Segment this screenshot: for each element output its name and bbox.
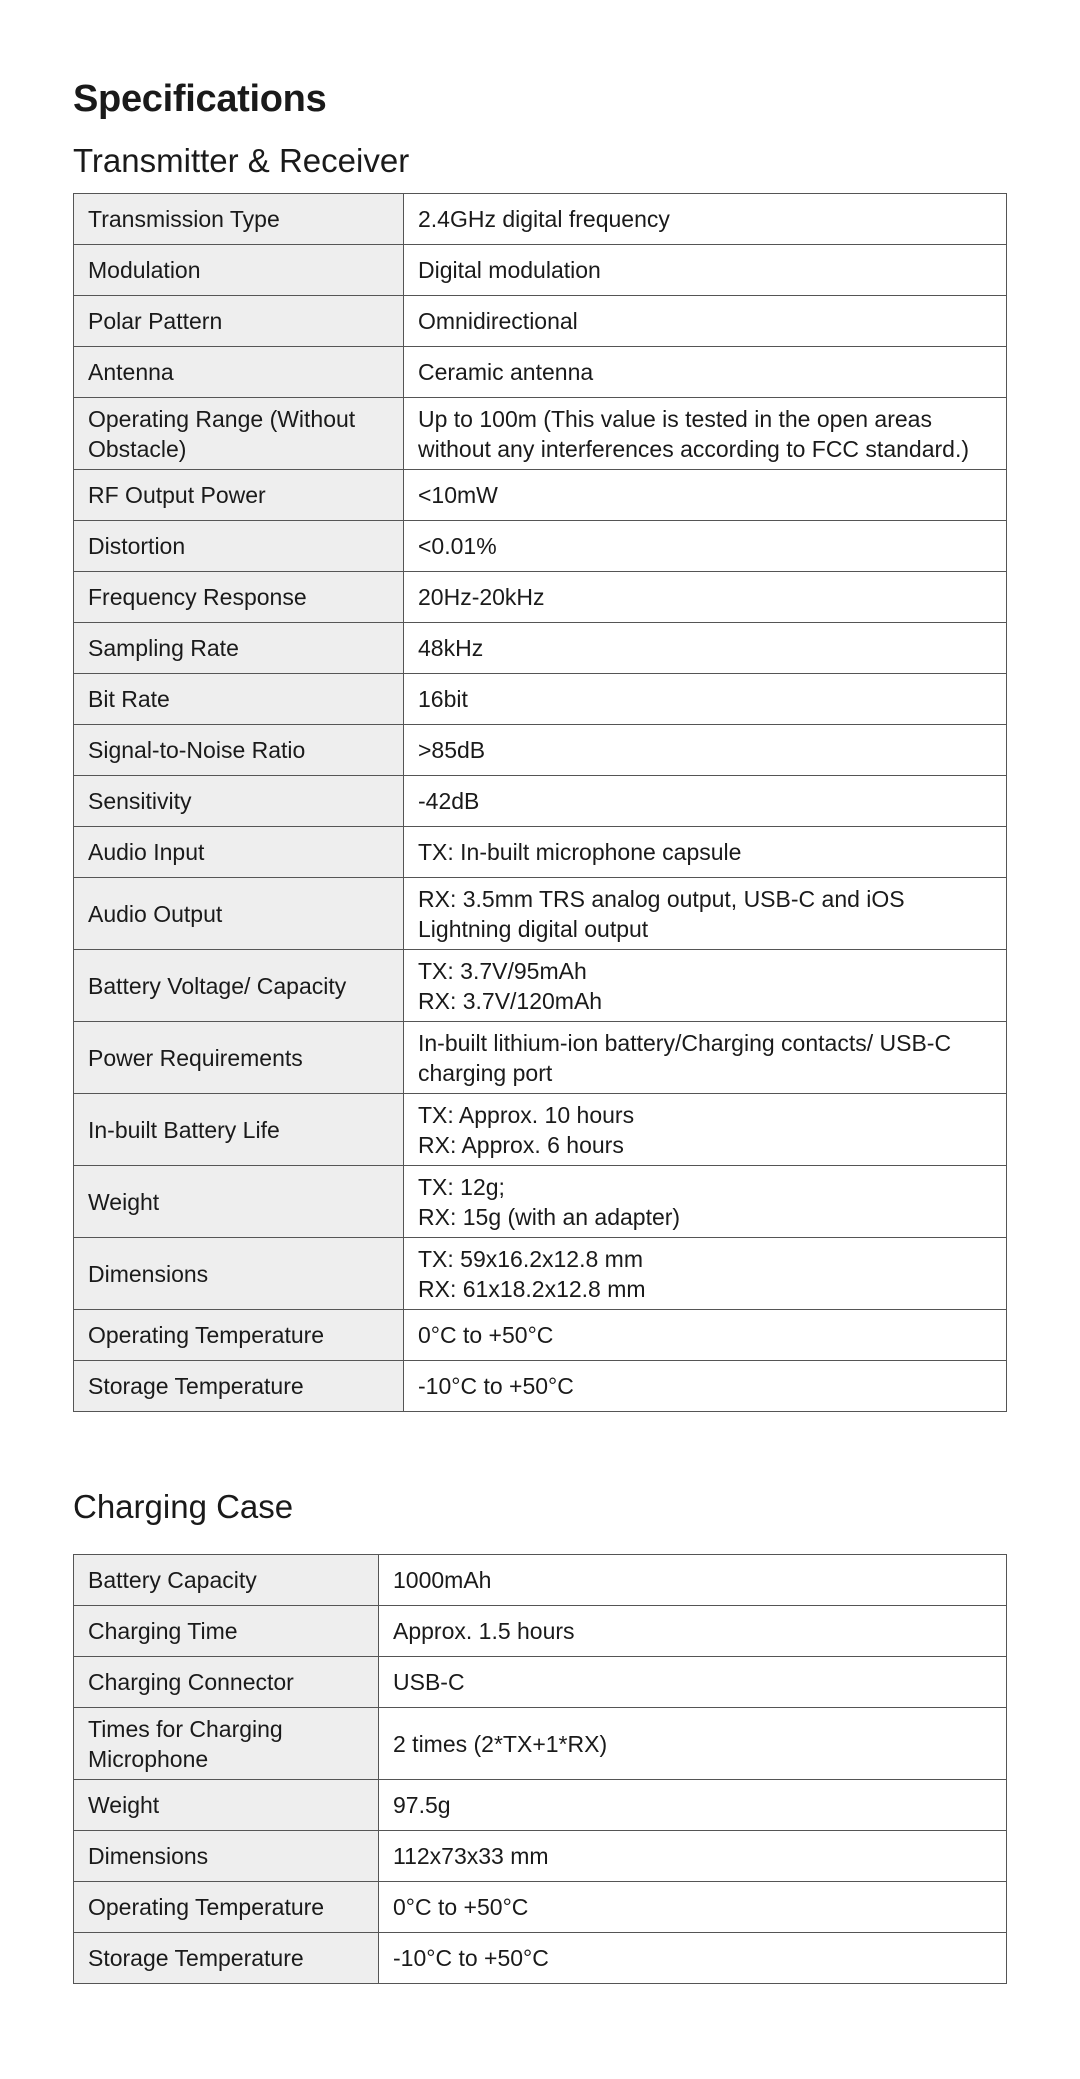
spec-row: [74, 1708, 1007, 1780]
spec-value: [404, 776, 1007, 827]
spec-value: [404, 521, 1007, 572]
spec-label: Times for Charging Microphone: [74, 1708, 379, 1780]
spec-row: [74, 1606, 1007, 1657]
spec-row: [74, 1933, 1007, 1984]
spec-value-line: TX: In-built microphone capsule: [418, 839, 742, 865]
spec-label: Frequency Response: [74, 572, 404, 623]
spec-label: Bit Rate: [74, 674, 404, 725]
spec-value-line: 97.5g: [393, 1792, 451, 1818]
spec-row: [74, 674, 1007, 725]
spec-row: [74, 1238, 1007, 1310]
spec-value-line: 0°C to +50°C: [418, 1322, 554, 1348]
spec-value: [404, 1361, 1007, 1412]
spec-label: Dimensions: [74, 1238, 404, 1310]
spec-row: [74, 1831, 1007, 1882]
spec-label: Sampling Rate: [74, 623, 404, 674]
spec-label: Modulation: [74, 245, 404, 296]
spec-value-line: Ceramic antenna: [418, 359, 594, 385]
spec-value-line: -10°C to +50°C: [393, 1945, 549, 1971]
spec-row: [74, 1555, 1007, 1606]
spec-value-line: -42dB: [418, 788, 480, 814]
transmitter-receiver-spec-table: [73, 193, 1007, 1412]
spec-value-line: RX: 15g (with an adapter): [418, 1203, 681, 1230]
spec-value: [404, 347, 1007, 398]
spec-value: [379, 1606, 1007, 1657]
spec-label: Antenna: [74, 347, 404, 398]
spec-value: [404, 827, 1007, 878]
spec-value-line: TX: Approx. 10 hours: [418, 1101, 635, 1128]
spec-value-line: RX: 61x18.2x12.8 mm: [418, 1275, 646, 1302]
section-title-charging-case: Charging Case: [73, 1488, 294, 1525]
spec-value-line: TX: 3.7V/95mAh: [418, 957, 587, 984]
spec-value: [404, 572, 1007, 623]
spec-value-line: Digital modulation: [418, 257, 601, 283]
spec-label: Operating Temperature: [74, 1310, 404, 1361]
spec-row: [74, 776, 1007, 827]
spec-label: Polar Pattern: [74, 296, 404, 347]
spec-value-line: Omnidirectional: [418, 308, 578, 334]
spec-label: Operating Range (Without Obstacle): [74, 398, 404, 470]
spec-row: [74, 194, 1007, 245]
spec-value: [404, 194, 1007, 245]
spec-row: [74, 470, 1007, 521]
spec-label: Storage Temperature: [74, 1933, 379, 1984]
spec-value-line: -10°C to +50°C: [418, 1373, 574, 1399]
spec-value-line: 16bit: [418, 686, 468, 712]
spec-label: Transmission Type: [74, 194, 404, 245]
spec-value: [404, 878, 1007, 950]
spec-row: [74, 878, 1007, 950]
spec-label: Weight: [74, 1166, 404, 1238]
spec-row: [74, 827, 1007, 878]
spec-value: [379, 1657, 1007, 1708]
spec-value-line: <10mW: [418, 482, 498, 508]
spec-value: [379, 1555, 1007, 1606]
spec-label: Distortion: [74, 521, 404, 572]
spec-value: [379, 1933, 1007, 1984]
spec-value-line: Up to 100m (This value is tested in the open areas without any interferences according to FCC standard.): [418, 405, 969, 462]
spec-value-line: TX: 12g;: [418, 1173, 505, 1200]
spec-value: [404, 1094, 1007, 1166]
spec-label: Charging Time: [74, 1606, 379, 1657]
spec-row: [74, 521, 1007, 572]
spec-row: [74, 1361, 1007, 1412]
spec-row: [74, 296, 1007, 347]
spec-value: [404, 1166, 1007, 1238]
spec-value-line: 20Hz-20kHz: [418, 584, 545, 610]
spec-row: [74, 398, 1007, 470]
spec-value-line: 48kHz: [418, 635, 484, 661]
spec-row: [74, 950, 1007, 1022]
spec-row: [74, 1022, 1007, 1094]
spec-row: [74, 245, 1007, 296]
spec-value-line: USB-C: [393, 1669, 465, 1695]
spec-value-line: Approx. 1.5 hours: [393, 1618, 575, 1644]
spec-value: [379, 1882, 1007, 1933]
spec-value-line: RX: 3.5mm TRS analog output, USB-C and iOS Lightning digital output: [418, 885, 905, 942]
spec-row: [74, 1657, 1007, 1708]
spec-value: [404, 623, 1007, 674]
spec-label: Weight: [74, 1780, 379, 1831]
spec-row: [74, 623, 1007, 674]
spec-value: [404, 950, 1007, 1022]
spec-row: [74, 1882, 1007, 1933]
spec-label: Dimensions: [74, 1831, 379, 1882]
spec-row: [74, 725, 1007, 776]
spec-label: Power Requirements: [74, 1022, 404, 1094]
spec-label: Storage Temperature: [74, 1361, 404, 1412]
page-title: Specifications: [73, 78, 327, 120]
spec-value-line: 0°C to +50°C: [393, 1894, 529, 1920]
spec-row: [74, 1166, 1007, 1238]
spec-value: [379, 1708, 1007, 1780]
spec-value: [404, 470, 1007, 521]
spec-value-line: 2 times (2*TX+1*RX): [393, 1730, 608, 1757]
spec-value-line: 112x73x33 mm: [393, 1843, 549, 1869]
spec-label: Battery Voltage/ Capacity: [74, 950, 404, 1022]
spec-value: [404, 674, 1007, 725]
spec-label: Battery Capacity: [74, 1555, 379, 1606]
spec-value: [404, 1022, 1007, 1094]
spec-value-line: TX: 59x16.2x12.8 mm: [418, 1245, 643, 1272]
spec-value-line: 1000mAh: [393, 1567, 492, 1593]
spec-value: [379, 1780, 1007, 1831]
spec-value: [404, 245, 1007, 296]
spec-label: Operating Temperature: [74, 1882, 379, 1933]
spec-label: Audio Input: [74, 827, 404, 878]
spec-value: [404, 1310, 1007, 1361]
spec-value: [379, 1831, 1007, 1882]
spec-value-line: RX: 3.7V/120mAh: [418, 987, 603, 1014]
spec-row: [74, 1094, 1007, 1166]
spec-row: [74, 347, 1007, 398]
section-title-transmitter-receiver: Transmitter & Receiver: [73, 142, 410, 179]
spec-value-line: RX: Approx. 6 hours: [418, 1131, 624, 1158]
spec-label: Signal-to-Noise Ratio: [74, 725, 404, 776]
spec-value-line: In-built lithium-ion battery/Charging contacts/ USB-C charging port: [418, 1029, 952, 1086]
spec-value: [404, 1238, 1007, 1310]
spec-value-line: >85dB: [418, 737, 486, 763]
spec-value: [404, 725, 1007, 776]
spec-value-line: <0.01%: [418, 533, 497, 559]
spec-label: Audio Output: [74, 878, 404, 950]
spec-row: [74, 572, 1007, 623]
spec-value-line: 2.4GHz digital frequency: [418, 206, 670, 232]
spec-value: [404, 296, 1007, 347]
spec-label: Sensitivity: [74, 776, 404, 827]
spec-row: [74, 1780, 1007, 1831]
spec-value: [404, 398, 1007, 470]
spec-label: In-built Battery Life: [74, 1094, 404, 1166]
spec-label: RF Output Power: [74, 470, 404, 521]
spec-label: Charging Connector: [74, 1657, 379, 1708]
spec-row: [74, 1310, 1007, 1361]
charging-case-spec-table: [73, 1554, 1007, 1984]
